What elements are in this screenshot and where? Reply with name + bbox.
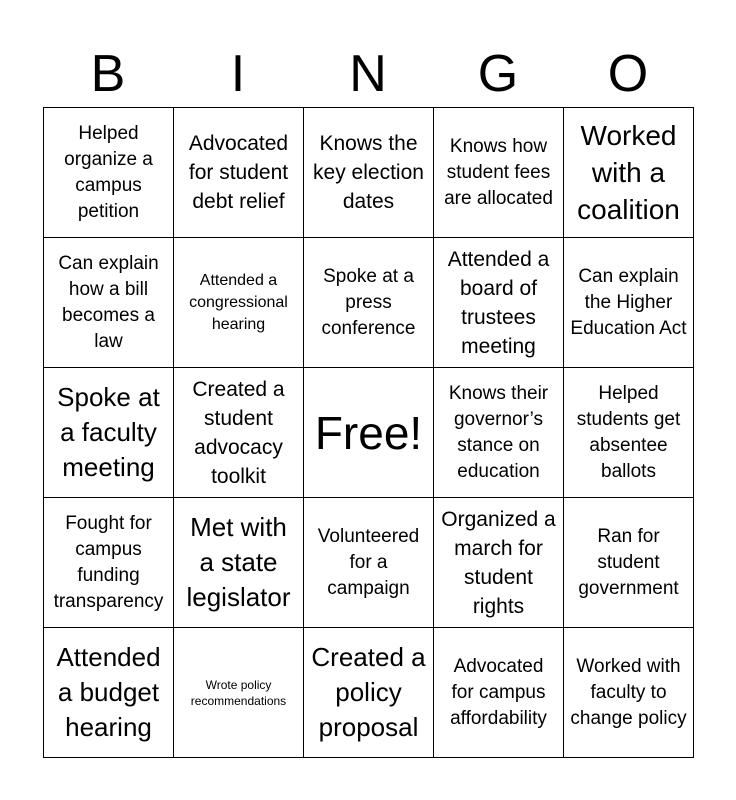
bingo-cell[interactable] [44, 628, 174, 758]
bingo-cell[interactable] [304, 238, 434, 368]
header-letter-n: N [349, 45, 387, 103]
bingo-cell[interactable] [174, 498, 304, 628]
bingo-cell[interactable] [434, 498, 564, 628]
cell-label: Knows the key election dates [313, 132, 424, 213]
cell-label: Fought for campus funding transparency [53, 512, 164, 612]
bingo-cell[interactable] [304, 628, 434, 758]
cell-label: Helped students get absentee ballots [576, 382, 681, 482]
bingo-cell[interactable] [304, 498, 434, 628]
cell-label: Met with a state legislator [186, 512, 291, 612]
cell-label: Ran for student government [578, 525, 679, 599]
bingo-cell[interactable] [174, 238, 304, 368]
bingo-cell[interactable] [434, 108, 564, 238]
cell-label: Created a student advocacy toolkit [192, 377, 285, 488]
bingo-cell[interactable] [434, 628, 564, 758]
header-letter-g: G [477, 45, 519, 103]
bingo-cell[interactable] [564, 108, 694, 238]
cell-label: Attended a congressional hearing [189, 271, 288, 333]
bingo-cell[interactable] [564, 368, 694, 498]
free-space-label: Free! [314, 406, 423, 459]
bingo-cell[interactable] [174, 628, 304, 758]
bingo-cell[interactable] [564, 238, 694, 368]
cell-label: Knows their governor’s stance on education [448, 382, 549, 482]
bingo-cell[interactable] [44, 368, 174, 498]
cell-label: Wrote policy recommendations [190, 677, 287, 708]
bingo-cell[interactable] [174, 368, 304, 498]
bingo-cell[interactable] [44, 108, 174, 238]
bingo-header [43, 40, 693, 108]
cell-label: Attended a board of trustees meeting [447, 247, 550, 358]
cell-label: Helped organize a campus petition [64, 122, 153, 222]
cell-label: Advocated for student debt relief [188, 132, 289, 213]
cell-label: Created a policy proposal [311, 642, 426, 742]
cell-label: Advocated for campus affordability [450, 655, 547, 729]
bingo-cell[interactable] [44, 238, 174, 368]
cell-label: Attended a budget hearing [56, 642, 161, 742]
cell-label: Worked with a coalition [577, 120, 680, 225]
cell-label: Spoke at a press conference [321, 265, 416, 339]
bingo-cell[interactable] [564, 498, 694, 628]
header-letter-b: B [90, 45, 126, 103]
header-letter-o: O [607, 45, 649, 103]
cell-label: Spoke at a faculty meeting [57, 382, 160, 482]
bingo-cell[interactable] [174, 108, 304, 238]
cell-label: Organized a march for student rights [441, 507, 556, 618]
cell-label: Worked with faculty to change policy [570, 655, 687, 729]
cell-label: Can explain the Higher Education Act [570, 265, 687, 339]
bingo-cell[interactable] [44, 498, 174, 628]
bingo-board [43, 107, 694, 758]
bingo-cell[interactable] [304, 108, 434, 238]
bingo-cell[interactable] [434, 368, 564, 498]
bingo-cell[interactable] [434, 238, 564, 368]
cell-label: Volunteered for a campaign [317, 525, 420, 599]
cell-label: Knows how student fees are allocated [444, 135, 553, 209]
free-space[interactable] [304, 368, 434, 498]
bingo-cell[interactable] [564, 628, 694, 758]
header-letter-i: I [230, 45, 246, 103]
cell-label: Can explain how a bill becomes a law [58, 252, 159, 352]
